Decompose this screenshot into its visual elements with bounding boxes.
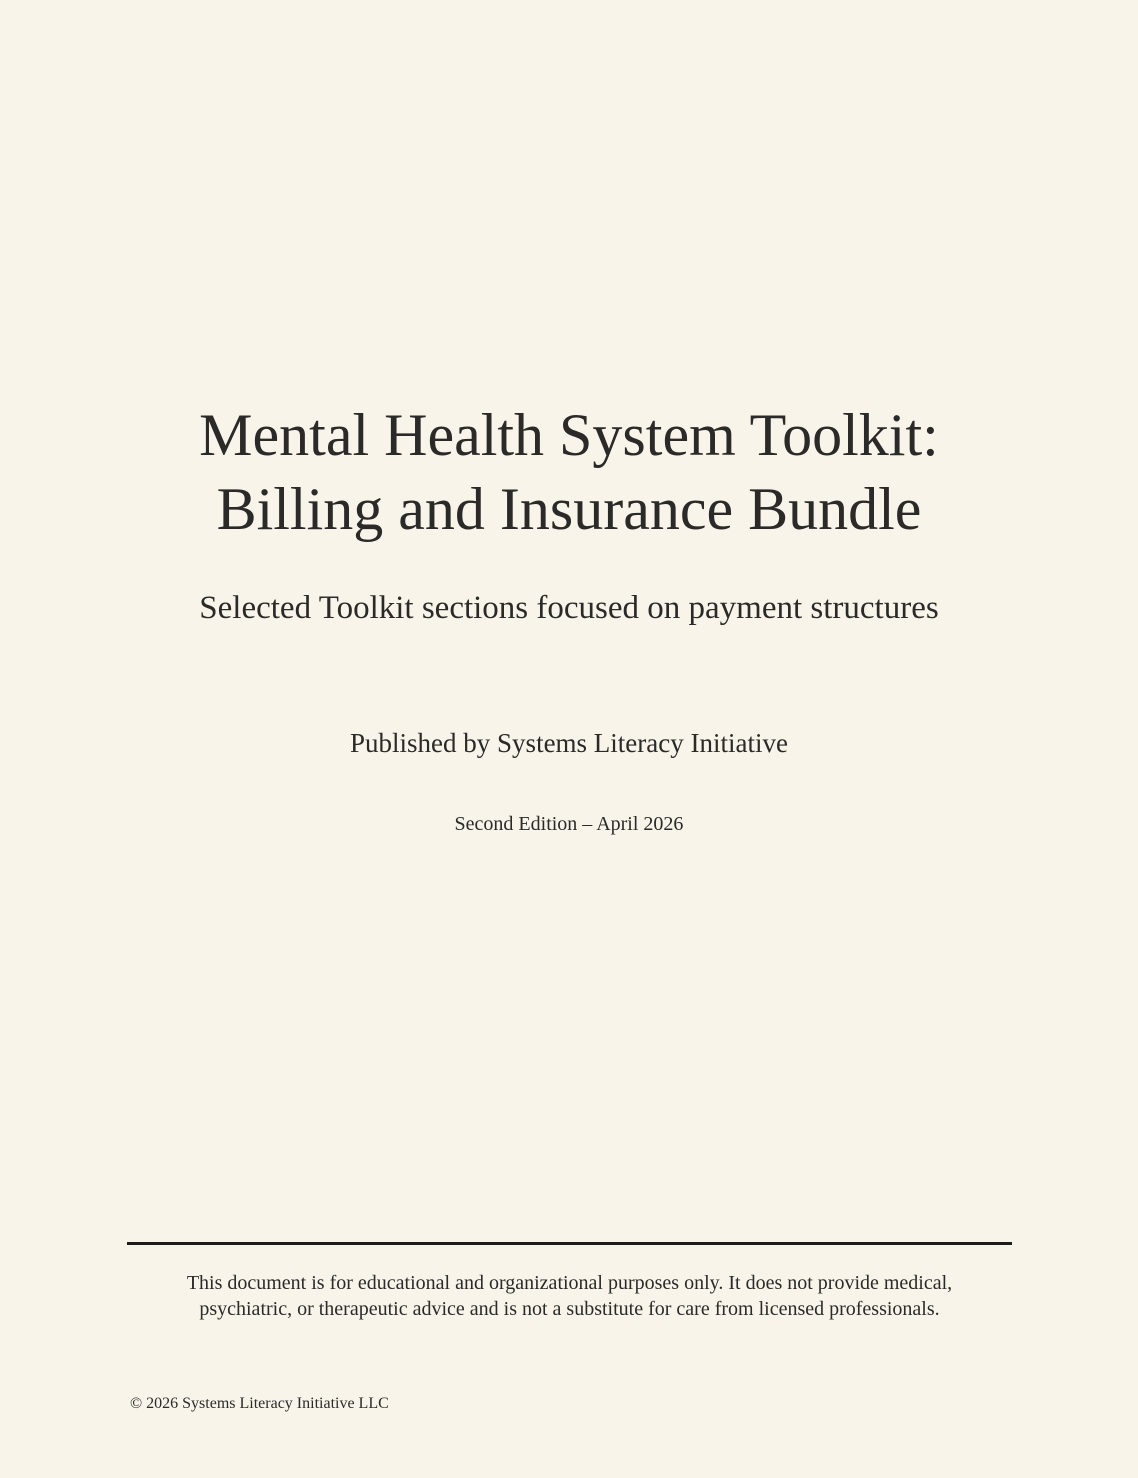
document-title-line-2: Billing and Insurance Bundle: [216, 476, 922, 542]
copyright-notice: © 2026 Systems Literacy Initiative LLC: [130, 1395, 389, 1412]
document-title: [0, 398, 1138, 546]
footer-divider: [127, 1242, 1012, 1245]
disclaimer: [127, 1270, 1012, 1322]
publisher-line: Published by Systems Literacy Initiative: [350, 728, 788, 758]
edition-line: Second Edition – April 2026: [454, 813, 684, 835]
disclaimer-line-1: This document is for educational and organizational purposes only. It does not provide medical,: [186, 1272, 953, 1294]
document-title-line-1: Mental Health System Toolkit:: [199, 402, 939, 468]
disclaimer-line-2: psychiatric, or therapeutic advice and is not a substitute for care from licensed professionals.: [199, 1298, 940, 1320]
document-subtitle: Selected Toolkit sections focused on payment structures: [199, 590, 939, 626]
